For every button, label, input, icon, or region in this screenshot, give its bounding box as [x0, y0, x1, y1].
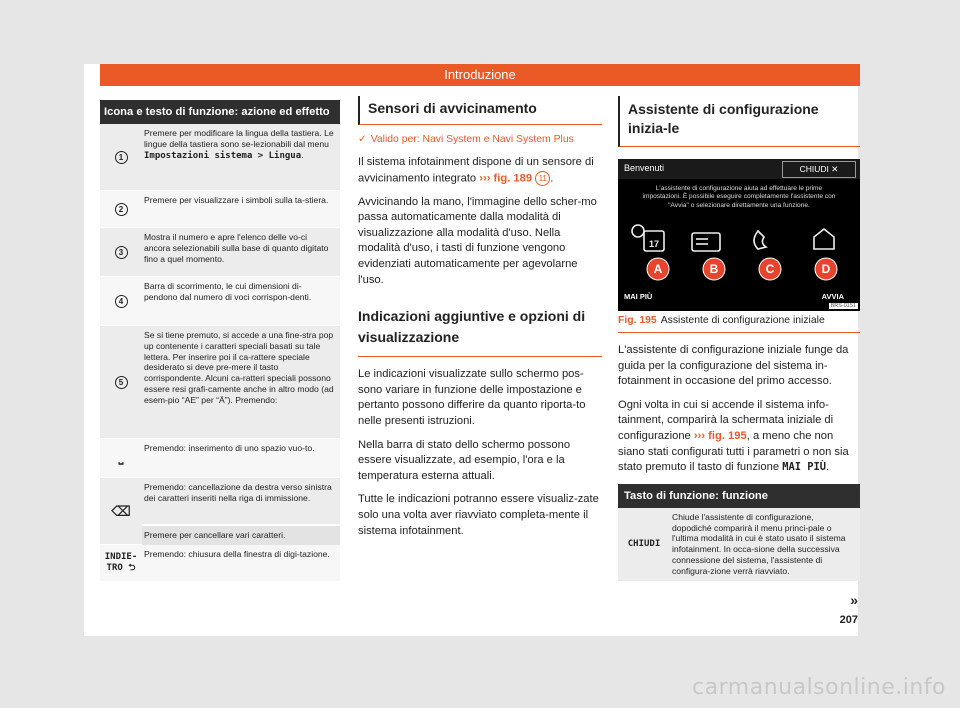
figure-caption: Fig. 195 Assistente di configurazione iniziale [618, 311, 860, 333]
label-c: C [765, 262, 775, 276]
paragraph: Tutte le indicazioni potranno essere visualiz-zate solo una volta aver riavviato completa-mente il sistema infotainment. [358, 493, 599, 537]
continued-mark: » [850, 592, 858, 608]
paragraph: L'assistente di configurazione iniziale funge da guida per la configurazione del sistema in-fotainment in occasione del primo accesso. [618, 344, 849, 388]
figure-code: BRS-0151 [830, 303, 856, 309]
label-d: D [821, 262, 831, 276]
table-row: 4 Barra di scorrimento, le cui dimensioni di-pendono dal numero di voci corrispon-denti. [100, 277, 340, 326]
right-column [618, 96, 860, 581]
paragraph: Ogni volta in cui si accende il sistema info-tainment, comparirà la schermata iniziale di configurazione ››› fig. 195, a meno che non siano stati configurati tutti i parametri o non sia stato premuto il tasto di funzione MAI PIÙ. [618, 398, 849, 474]
figure-link[interactable]: ››› fig. 195 [693, 429, 747, 442]
callout-4-icon: 4 [115, 295, 128, 308]
callout-11-icon: 11 [535, 171, 550, 186]
screen-never-button[interactable]: MAI PIÙ [624, 292, 653, 301]
function-table-heading: Icona e testo di funzione: azione ed effetto [100, 100, 340, 124]
paragraph: Le indicazioni visualizzate sullo schermo pos-sono variare in funzione delle impostazione e pertanto possono differire da quanto riporta-to nelle presenti istruzioni. [358, 368, 586, 427]
table-row: CHIUDI Chiude l'assistente di configurazione, dopodiché comparirà il menu princi-pale o l'ultima modalità in cui è stato usato il sistema infotainment. In occa-sione della successiva connessione del sistema, l'assistente di configura-zione verrà riavviato. [618, 508, 860, 581]
back-key-label: INDIE-TRO ⮌ [104, 552, 138, 573]
close-key-label: CHIUDI [627, 539, 661, 550]
calendar-number: 17 [648, 239, 660, 249]
table-row: 1 Premere per modificare la lingua della tastiera. Le lingue della tastiera sono se-lezionabili dal menu Impostazioni sistema > Lingua. [100, 124, 340, 191]
screen-message: L'assistente di configurazione aiuta ad effettuare le prime impostazioni. È possibile eseguire completamente l'assistente con "Avvia" o selezionare direttamente una funzione. [642, 185, 836, 209]
section-title-indications: Indicazioni aggiuntive e opzioni di visualizzazione [358, 302, 602, 357]
clock-icon [632, 225, 644, 237]
table-row: 3 Mostra il numero e apre l'elenco delle vo-ci ancora selezionabili sulla base di quanto digitato fino a quel momento. [100, 228, 340, 277]
table-row: ⌫ Premendo: cancellazione da destra verso sinistra dei caratteri inseriti nella riga di immissione. Premere per cancellare vari caratteri. [100, 478, 340, 545]
phone-icon [754, 231, 766, 249]
screen-close-button[interactable]: CHIUDI ✕ [782, 161, 856, 178]
middle-column [358, 96, 602, 547]
page-number: 207 [839, 614, 858, 626]
key-function-table [618, 484, 860, 581]
table-row: 2 Premere per visualizzare i simboli sulla ta-stiera. [100, 191, 340, 228]
section-title-sensors: Sensori di avvicinamento [358, 96, 602, 125]
function-table [100, 100, 340, 582]
label-b: B [709, 262, 719, 276]
radio-icon [692, 233, 720, 251]
paragraph: Il sistema infotainment dispone di un sensore di avvicinamento integrato ››› fig. 189 11 . [358, 156, 594, 185]
backspace-icon: ⌫ [111, 502, 131, 519]
table-row: INDIE-TRO ⮌ Premendo: chiusura della finestra di digi-tazione. [100, 545, 340, 582]
callout-5-icon: 5 [115, 376, 128, 389]
paragraph: Nella barra di stato dello schermo possono essere visualizzate, ad esempio, l'ora e la temperatura esterna attuali. [358, 438, 571, 482]
checkmark-icon: ✓ [358, 134, 367, 145]
label-a: A [653, 262, 663, 276]
paragraph: Avvicinando la mano, l'immagine dello scher-mo passa automaticamente dalla modalità di visualizzazione alla modalità d'uso. Nella modalità d'uso, i tasti di funzione vengono evidenziati automaticamente per agevolarne l'uso. [358, 195, 597, 286]
callout-3-icon: 3 [115, 246, 128, 259]
validity-note: ✓ Valido per: Navi System e Navi System Plus [358, 134, 574, 145]
table-row: 5 Se si tiene premuto, si accede a una fine-stra pop up contenente i caratteri speciali basati su tale lettera. Per inserire poi il ca-rattere speciale desiderato si deve pre-mere il tasto corrispondente. Alcuni ca-ratteri speciali possono essere resi grafi-camente anche in altro modo (ad esem-pio “AE” per “Ä”). Premendo: [100, 326, 340, 439]
chapter-header: Introduzione [100, 64, 860, 86]
watermark: carmanualsonline.info [692, 675, 946, 700]
figure-screen [618, 159, 860, 311]
section-title-assistant: Assistente di configurazione inizia-le [618, 96, 860, 147]
screen-welcome-title: Benvenuti [624, 163, 665, 173]
screen-start-button[interactable]: AVVIA [821, 292, 844, 301]
table-row: ⎵ Premendo: inserimento di uno spazio vuo-to. [100, 439, 340, 478]
figure-link[interactable]: ››› fig. 189 [479, 172, 533, 185]
callout-2-icon: 2 [115, 203, 128, 216]
key-function-table-heading: Tasto di funzione: funzione [618, 484, 860, 508]
home-icon [814, 229, 834, 249]
callout-1-icon: 1 [115, 151, 128, 164]
screen-icons [618, 217, 860, 297]
space-key-icon: ⎵ [118, 450, 124, 465]
